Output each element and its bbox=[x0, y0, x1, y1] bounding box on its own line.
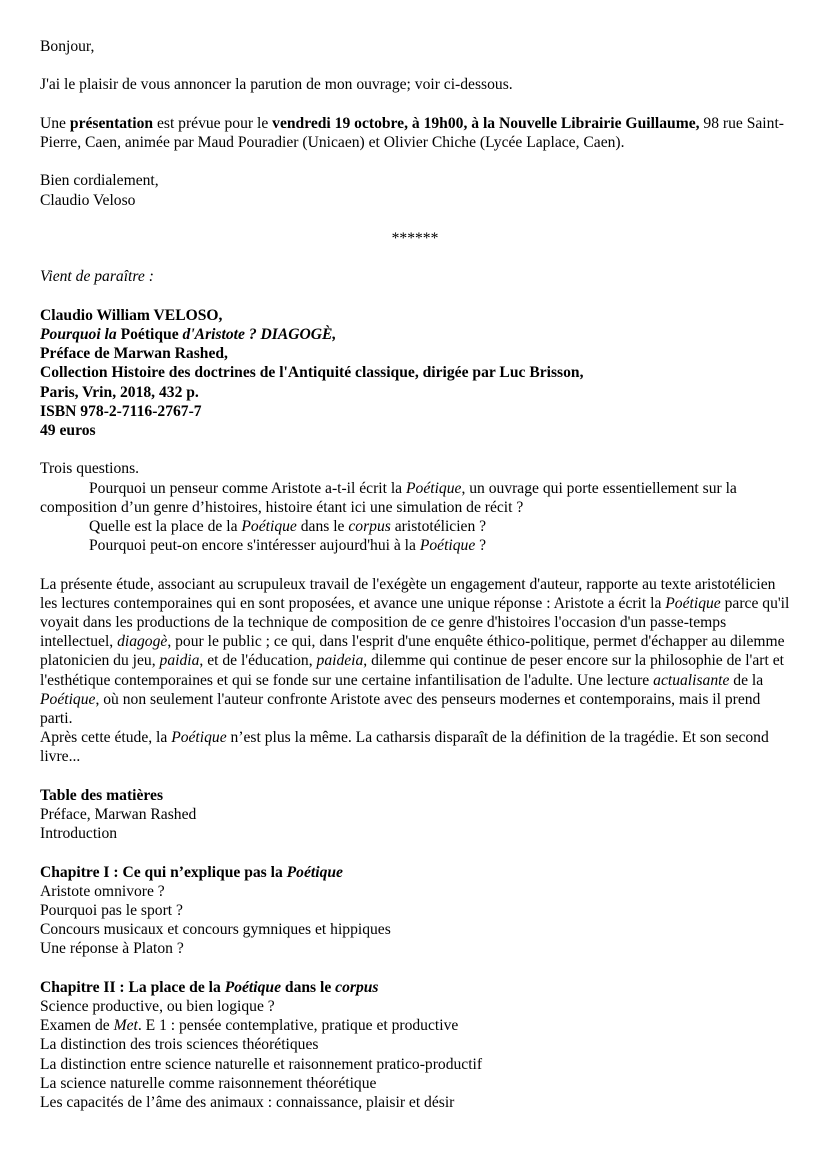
separator: ****** bbox=[391, 229, 439, 247]
book-author: Claudio William VELOSO, bbox=[40, 306, 223, 324]
body-paragraph-1: La présente étude, associant au scrupuleux travail de l'exégète un engagement d'auteur, rapporte au texte aristotélicien les lectures contemporaines qui en sont proposées, et avance une unique réponse : Aristote a écrit la Poétique parce qu'il voyait dans les productions de la technique de composition de ce genre d'histoires l'occasion d'un passe-temps intellectuel, diagogè, pour le public ; ce qui, dans l'esprit d'une enquête éthico-politique, permet d'échapper au dilemme platonicien du jeu, paidia, et de l'éducation, paideia, dilemme qui continue de peser encore sur la philosophie de l'art et l'esthétique contemporaines et qui se fonde sur une certaine infantilisation de l'adulte. Une lecture actualisante de la Poétique, où non seulement l'auteur confronte Aristote avec des penseurs modernes et contemporains, mais il prend parti. bbox=[40, 575, 790, 727]
book-isbn: ISBN 978-2-7116-2767-7 bbox=[40, 402, 202, 420]
presentation-paragraph: Une présentation est prévue pour le vendredi 19 octobre, à 19h00, à la Nouvelle Librairie Guillaume, 98 rue Saint-Pierre, Caen, animée par Maud Pouradier (Unicaen) et Olivier Chiche (Lycée Laplace, Caen). bbox=[40, 114, 784, 151]
book-price: 49 euros bbox=[40, 421, 96, 439]
toc-item: Une réponse à Platon ? bbox=[40, 940, 184, 958]
book-title: Pourquoi la Poétique d'Aristote ? DIAGOGÈ, bbox=[40, 325, 337, 343]
closing: Bien cordialement, bbox=[40, 172, 159, 190]
toc-item: Les capacités de l’âme des animaux : connaissance, plaisir et désir bbox=[40, 1094, 455, 1111]
announcement: J'ai le plaisir de vous annoncer la parution de mon ouvrage; voir ci-dessous. bbox=[40, 76, 513, 94]
toc-item: La distinction des trois sciences théorétiques bbox=[40, 1036, 319, 1054]
book-publisher: Paris, Vrin, 2018, 432 p. bbox=[40, 383, 199, 401]
body-paragraph-2: Après cette étude, la Poétique n’est plus la même. La catharsis disparaît de la définition de la tragédie. Et son second livre... bbox=[40, 729, 769, 766]
book-preface: Préface de Marwan Rashed, bbox=[40, 345, 228, 363]
vient-de-paraitre: Vient de paraître : bbox=[40, 268, 154, 286]
chapter-1-title: Chapitre I : Ce qui n’explique pas la Poétique bbox=[40, 863, 343, 881]
greeting: Bonjour, bbox=[40, 38, 95, 55]
questions-intro: Trois questions. bbox=[40, 460, 140, 478]
toc-item: La science naturelle comme raisonnement théorétique bbox=[40, 1074, 377, 1092]
book-collection: Collection Histoire des doctrines de l'Antiquité classique, dirigée par Luc Brisson, bbox=[40, 364, 584, 382]
toc-item: Examen de Met. E 1 : pensée contemplative, pratique et productive bbox=[40, 1017, 459, 1035]
toc-item: Aristote omnivore ? bbox=[40, 882, 165, 900]
toc-item: Concours musicaux et concours gymniques et hippiques bbox=[40, 921, 391, 939]
toc-item: La distinction entre science naturelle et raisonnement pratico-productif bbox=[40, 1055, 483, 1073]
signature: Claudio Veloso bbox=[40, 191, 136, 209]
toc-item: Introduction bbox=[40, 825, 118, 843]
chapter-2-title: Chapitre II : La place de la Poétique dans le corpus bbox=[40, 978, 379, 996]
toc-heading: Table des matières bbox=[40, 786, 164, 804]
question-1: Pourquoi un penseur comme Aristote a-t-il écrit la Poétique, un ouvrage qui porte essentiellement sur la composition d’un genre d’histoires, histoire étant ici une simulation de récit ? bbox=[40, 479, 737, 516]
toc-item: Science productive, ou bien logique ? bbox=[40, 997, 275, 1015]
toc-item: Préface, Marwan Rashed bbox=[40, 805, 197, 823]
toc-item: Pourquoi pas le sport ? bbox=[40, 901, 183, 919]
question-3: Pourquoi peut-on encore s'intéresser aujourd'hui à la Poétique ? bbox=[89, 537, 487, 555]
book-details bbox=[40, 306, 790, 440]
document-page bbox=[40, 37, 790, 1112]
question-2: Quelle est la place de la Poétique dans le corpus aristotélicien ? bbox=[89, 517, 487, 535]
